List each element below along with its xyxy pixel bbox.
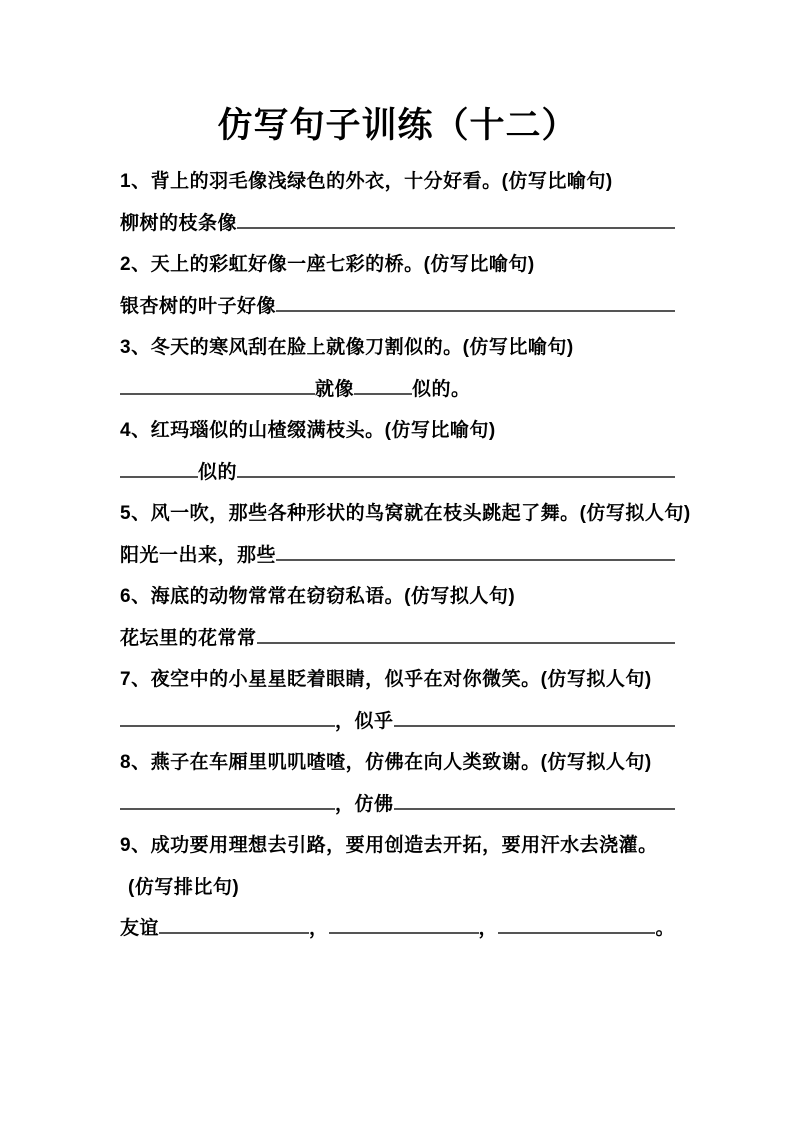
question-1 <box>120 161 675 203</box>
page-title: 仿写句子训练（十二） <box>217 106 578 145</box>
answer-5-blank[interactable] <box>276 557 675 561</box>
answer-4-blank-2[interactable] <box>237 474 675 478</box>
question-5 <box>120 493 691 535</box>
question-9-line2 <box>120 867 675 909</box>
answer-9-blank-1[interactable] <box>159 930 309 934</box>
question-3-text: 3、冬天的寒风刮在脸上就像刀割似的。(仿写比喻句) <box>120 337 574 358</box>
question-5-text: 5、风一吹，那些各种形状的鸟窝就在枝头跳起了舞。(仿写拟人句) <box>120 503 691 524</box>
answer-7-blank-2[interactable] <box>394 723 675 727</box>
question-8-text: 8、燕子在车厢里叽叽喳喳，仿佛在向人类致谢。(仿写拟人句) <box>120 752 652 773</box>
answer-3-blank-2[interactable] <box>354 391 412 395</box>
answer-7-connector: ，似乎 <box>335 710 394 732</box>
question-7-text: 7、夜空中的小星星眨着眼睛，似乎在对你微笑。(仿写拟人句) <box>120 669 652 690</box>
answer-9-separator-2: ， <box>478 918 499 939</box>
answer-1-blank[interactable] <box>237 225 675 229</box>
answer-line-5 <box>120 535 675 577</box>
answer-9-blank-2[interactable] <box>329 930 479 934</box>
question-8 <box>120 742 675 784</box>
question-6 <box>120 576 675 618</box>
question-7 <box>120 659 675 701</box>
answer-3-connector: 就像 <box>315 378 355 400</box>
answer-line-2 <box>120 286 675 328</box>
answer-6-blank[interactable] <box>257 640 675 644</box>
answer-2-prefix: 银杏树的叶子好像 <box>120 295 277 317</box>
answer-line-6 <box>120 618 675 660</box>
answer-6-prefix: 花坛里的花常常 <box>120 627 257 649</box>
question-2-text: 2、天上的彩虹好像一座七彩的桥。(仿写比喻句) <box>120 254 535 275</box>
answer-line-4 <box>120 452 675 494</box>
question-4-text: 4、红玛瑙似的山楂缀满枝头。(仿写比喻句) <box>120 420 496 441</box>
question-9-text: 9、成功要用理想去引路，要用创造去开拓，要用汗水去浇灌。 <box>120 835 658 856</box>
answer-3-suffix: 似的。 <box>412 378 471 400</box>
answer-4-blank-1[interactable] <box>120 474 198 478</box>
answer-8-connector: ，仿佛 <box>335 793 394 815</box>
answer-line-9 <box>120 908 675 950</box>
question-6-text: 6、海底的动物常常在窃窃私语。(仿写拟人句) <box>120 586 516 607</box>
question-3 <box>120 327 675 369</box>
answer-1-prefix: 柳树的枝条像 <box>120 212 238 234</box>
answer-9-terminal: 。 <box>655 918 675 939</box>
answer-8-blank-1[interactable] <box>120 806 335 810</box>
answer-9-prefix: 友谊 <box>120 918 160 939</box>
answer-7-blank-1[interactable] <box>120 723 335 727</box>
answer-line-1 <box>120 203 675 245</box>
answer-3-blank-1[interactable] <box>120 391 315 395</box>
question-4 <box>120 410 675 452</box>
answer-4-connector: 似的 <box>198 461 238 483</box>
worksheet-content <box>120 161 691 950</box>
answer-line-7 <box>120 701 675 743</box>
answer-8-blank-2[interactable] <box>394 806 675 810</box>
question-2 <box>120 244 675 286</box>
question-9 <box>120 825 675 867</box>
question-9-text-line2: (仿写排比句) <box>128 876 240 898</box>
answer-5-prefix: 阳光一出来，那些 <box>120 544 277 566</box>
question-1-text: 1、背上的羽毛像浅绿色的外衣，十分好看。(仿写比喻句) <box>120 171 613 192</box>
answer-line-3 <box>120 369 675 411</box>
answer-9-blank-3[interactable] <box>498 930 655 934</box>
answer-2-blank[interactable] <box>276 308 675 312</box>
answer-9-separator-1: ， <box>309 918 329 939</box>
answer-line-8 <box>120 784 675 826</box>
